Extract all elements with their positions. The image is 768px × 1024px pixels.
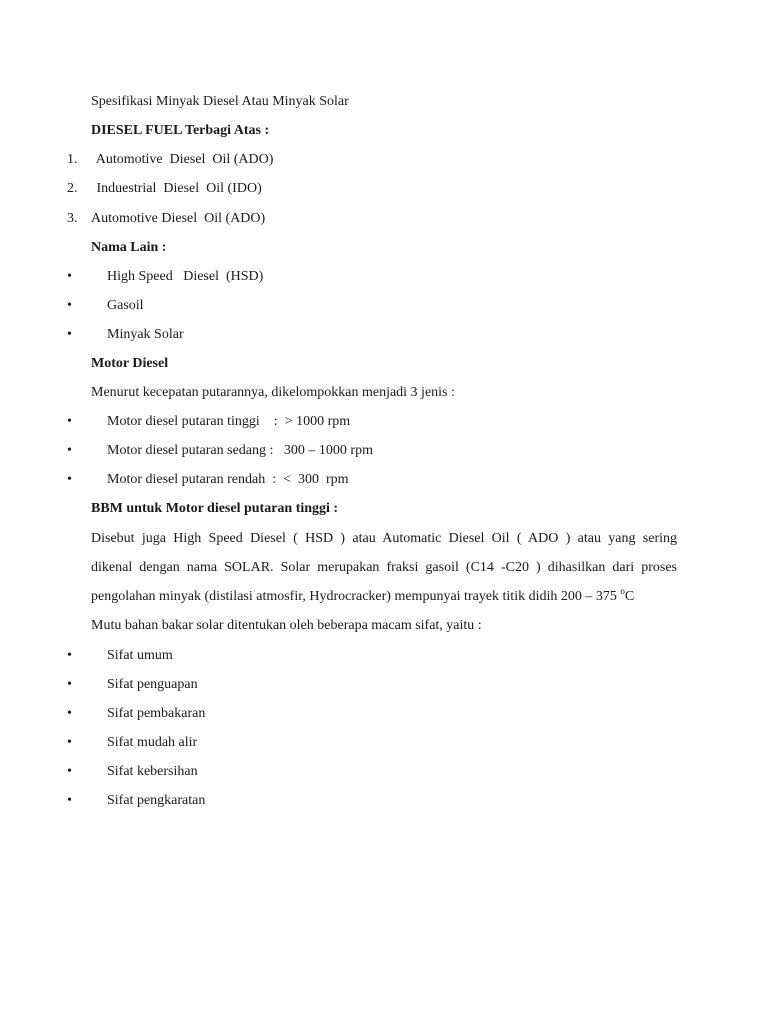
temperature-unit: C xyxy=(624,589,635,604)
bullet-icon: • xyxy=(67,648,72,663)
numbered-item: Automotive Diesel Oil (ADO) xyxy=(91,211,266,226)
numbered-item: Automotive Diesel Oil (ADO) xyxy=(93,152,274,167)
document-title: Spesifikasi Minyak Diesel Atau Minyak Solar xyxy=(91,94,349,109)
paragraph-line xyxy=(91,588,634,606)
list-item: Gasoil xyxy=(107,298,144,313)
mutu-line: Mutu bahan bakar solar ditentukan oleh beberapa macam sifat, yaitu : xyxy=(91,618,482,633)
list-item: Motor diesel putaran tinggi : > 1000 rpm xyxy=(107,414,351,429)
motor-diesel-intro: Menurut kecepatan putarannya, dikelompokkan menjadi 3 jenis : xyxy=(91,385,455,400)
bullet-icon: • xyxy=(67,327,72,342)
list-item: Minyak Solar xyxy=(107,327,184,342)
bullet-icon: • xyxy=(67,764,72,779)
list-item: Motor diesel putaran rendah : < 300 rpm xyxy=(107,472,349,487)
numbered-marker: 2. xyxy=(67,181,78,196)
list-item: Sifat penguapan xyxy=(107,677,198,692)
nama-lain-heading: Nama Lain : xyxy=(91,240,167,255)
bullet-icon: • xyxy=(67,269,72,284)
diesel-fuel-heading: DIESEL FUEL Terbagi Atas : xyxy=(91,123,270,138)
list-item: Sifat pembakaran xyxy=(107,706,206,721)
bullet-icon: • xyxy=(67,706,72,721)
numbered-marker: 3. xyxy=(67,211,78,226)
list-item: High Speed Diesel (HSD) xyxy=(107,269,264,284)
motor-diesel-heading: Motor Diesel xyxy=(91,356,169,371)
paragraph-line: Disebut juga High Speed Diesel ( HSD ) atau Automatic Diesel Oil ( ADO ) atau yang sering xyxy=(91,531,677,546)
paragraph-line: dikenal dengan nama SOLAR. Solar merupakan fraksi gasoil (C14 -C20 ) dihasilkan dari proses xyxy=(91,560,677,575)
bullet-icon: • xyxy=(67,793,72,808)
numbered-item: Induestrial Diesel Oil (IDO) xyxy=(93,181,262,196)
degree-superscript: o xyxy=(620,586,625,596)
list-item: Sifat umum xyxy=(107,648,173,663)
paragraph-text: pengolahan minyak (distilasi atmosfir, Hydrocracker) mempunyai trayek titik didih 200 – 375 xyxy=(91,589,621,604)
bullet-icon: • xyxy=(67,677,72,692)
list-item: Sifat mudah alir xyxy=(107,735,198,750)
bullet-icon: • xyxy=(67,472,72,487)
bullet-icon: • xyxy=(67,298,72,313)
list-item: Sifat kebersihan xyxy=(107,764,198,779)
bullet-icon: • xyxy=(67,735,72,750)
bullet-icon: • xyxy=(67,443,72,458)
list-item: Sifat pengkaratan xyxy=(107,793,206,808)
numbered-marker: 1. xyxy=(67,152,78,167)
list-item: Motor diesel putaran sedang : 300 – 1000 rpm xyxy=(107,443,373,458)
bullet-icon: • xyxy=(67,414,72,429)
bbm-heading: BBM untuk Motor diesel putaran tinggi : xyxy=(91,501,339,516)
